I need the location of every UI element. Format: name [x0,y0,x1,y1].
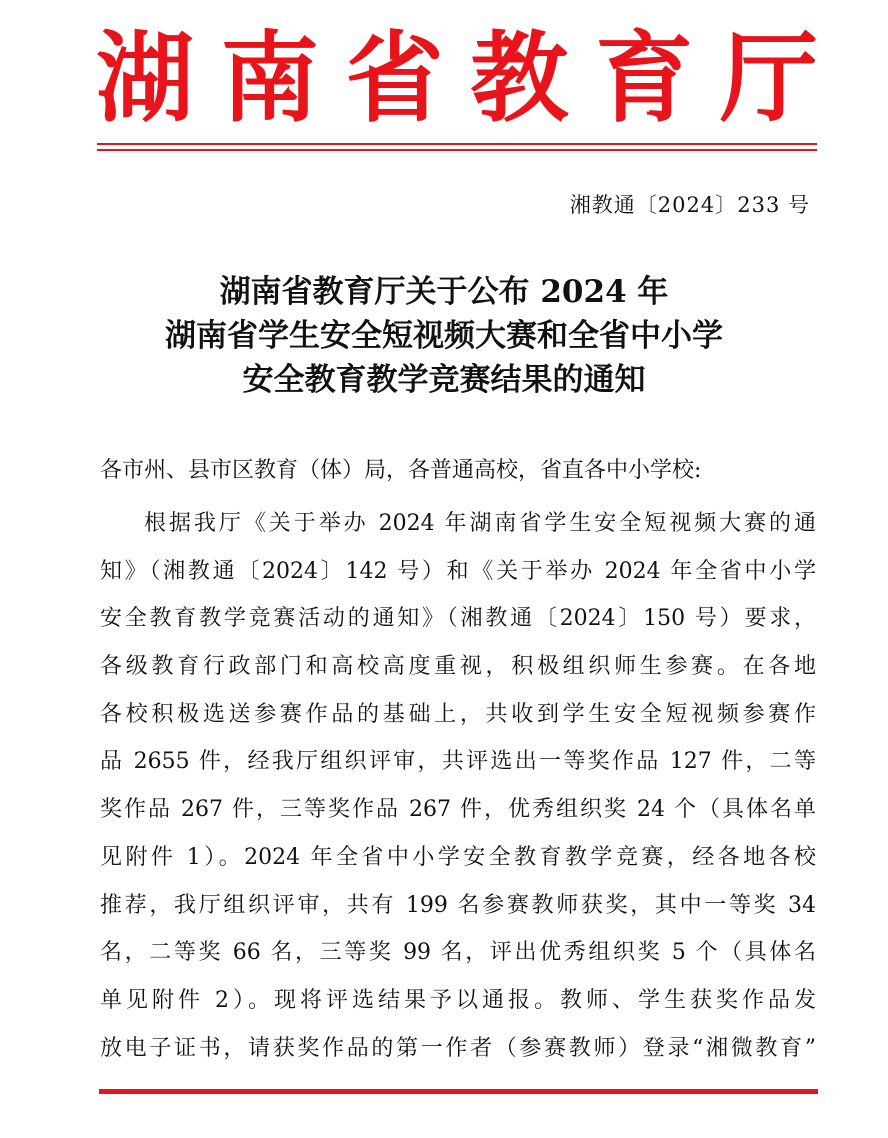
letterhead-divider-thin [97,143,817,145]
title-line: 湖南省教育厅关于公布 2024 年 [219,274,669,310]
document-number: 湘教通〔2024〕233 号 [569,193,810,217]
body-line: 根据我厅《关于举办 2024 年湖南省学生安全短视频大赛的通 [144,511,816,536]
body-line: 知》（湘教通〔2024〕142 号）和《关于举办 2024 年全省中小学 [100,558,816,584]
letterhead-char: 育 [595,21,694,136]
letterhead-divider [97,149,817,151]
letterhead-char: 南 [220,21,319,136]
body-line: 品 2655 件，经我厅组织评审，共评选出一等奖作品 127 件，二等 [100,749,816,775]
footer-divider [99,1089,818,1094]
body-line: 见附件 1）。2024 年全省中小学安全教育教学竞赛，经各地各校 [100,844,816,870]
body-line: 奖作品 267 件，三等奖作品 267 件，优秀组织奖 24 个（具体名单 [100,797,816,823]
document-title [60,270,828,402]
letterhead-char: 省 [345,21,444,136]
body-line: 名，二等奖 66 名，三等奖 99 名，评出优秀组织奖 5 个（具体名 [100,940,816,966]
body-line: 各级教育行政部门和高校高度重视，积极组织师生参赛。在各地 [100,654,816,680]
body-line: 放电子证书，请获奖作品的第一作者（参赛教师）登录“湘微教育” [100,1035,816,1061]
body-line: 单见附件 2）。现将评选结果予以通报。教师、学生获奖作品发 [100,987,816,1013]
body-paragraph [100,500,816,1072]
body-line: 各校积极选送参赛作品的基础上，共收到学生安全短视频参赛作 [100,701,816,727]
letterhead-char: 厅 [719,21,818,136]
letterhead-char: 教 [470,21,569,136]
letterhead [96,20,818,138]
body-line: 安全教育教学竞赛活动的通知》（湘教通〔2024〕150 号）要求， [100,606,816,632]
body-line: 推荐，我厅组织评审，共有 199 名参赛教师获奖，其中一等奖 34 [100,892,816,918]
salutation: 各市州、县市区教育（体）局，各普通高校，省直各中小学校: [100,458,702,483]
letterhead-char: 湖 [96,21,195,136]
title-line: 安全教育教学竞赛结果的通知 [242,362,646,398]
title-line: 湖南省学生安全短视频大赛和全省中小学 [165,318,723,354]
